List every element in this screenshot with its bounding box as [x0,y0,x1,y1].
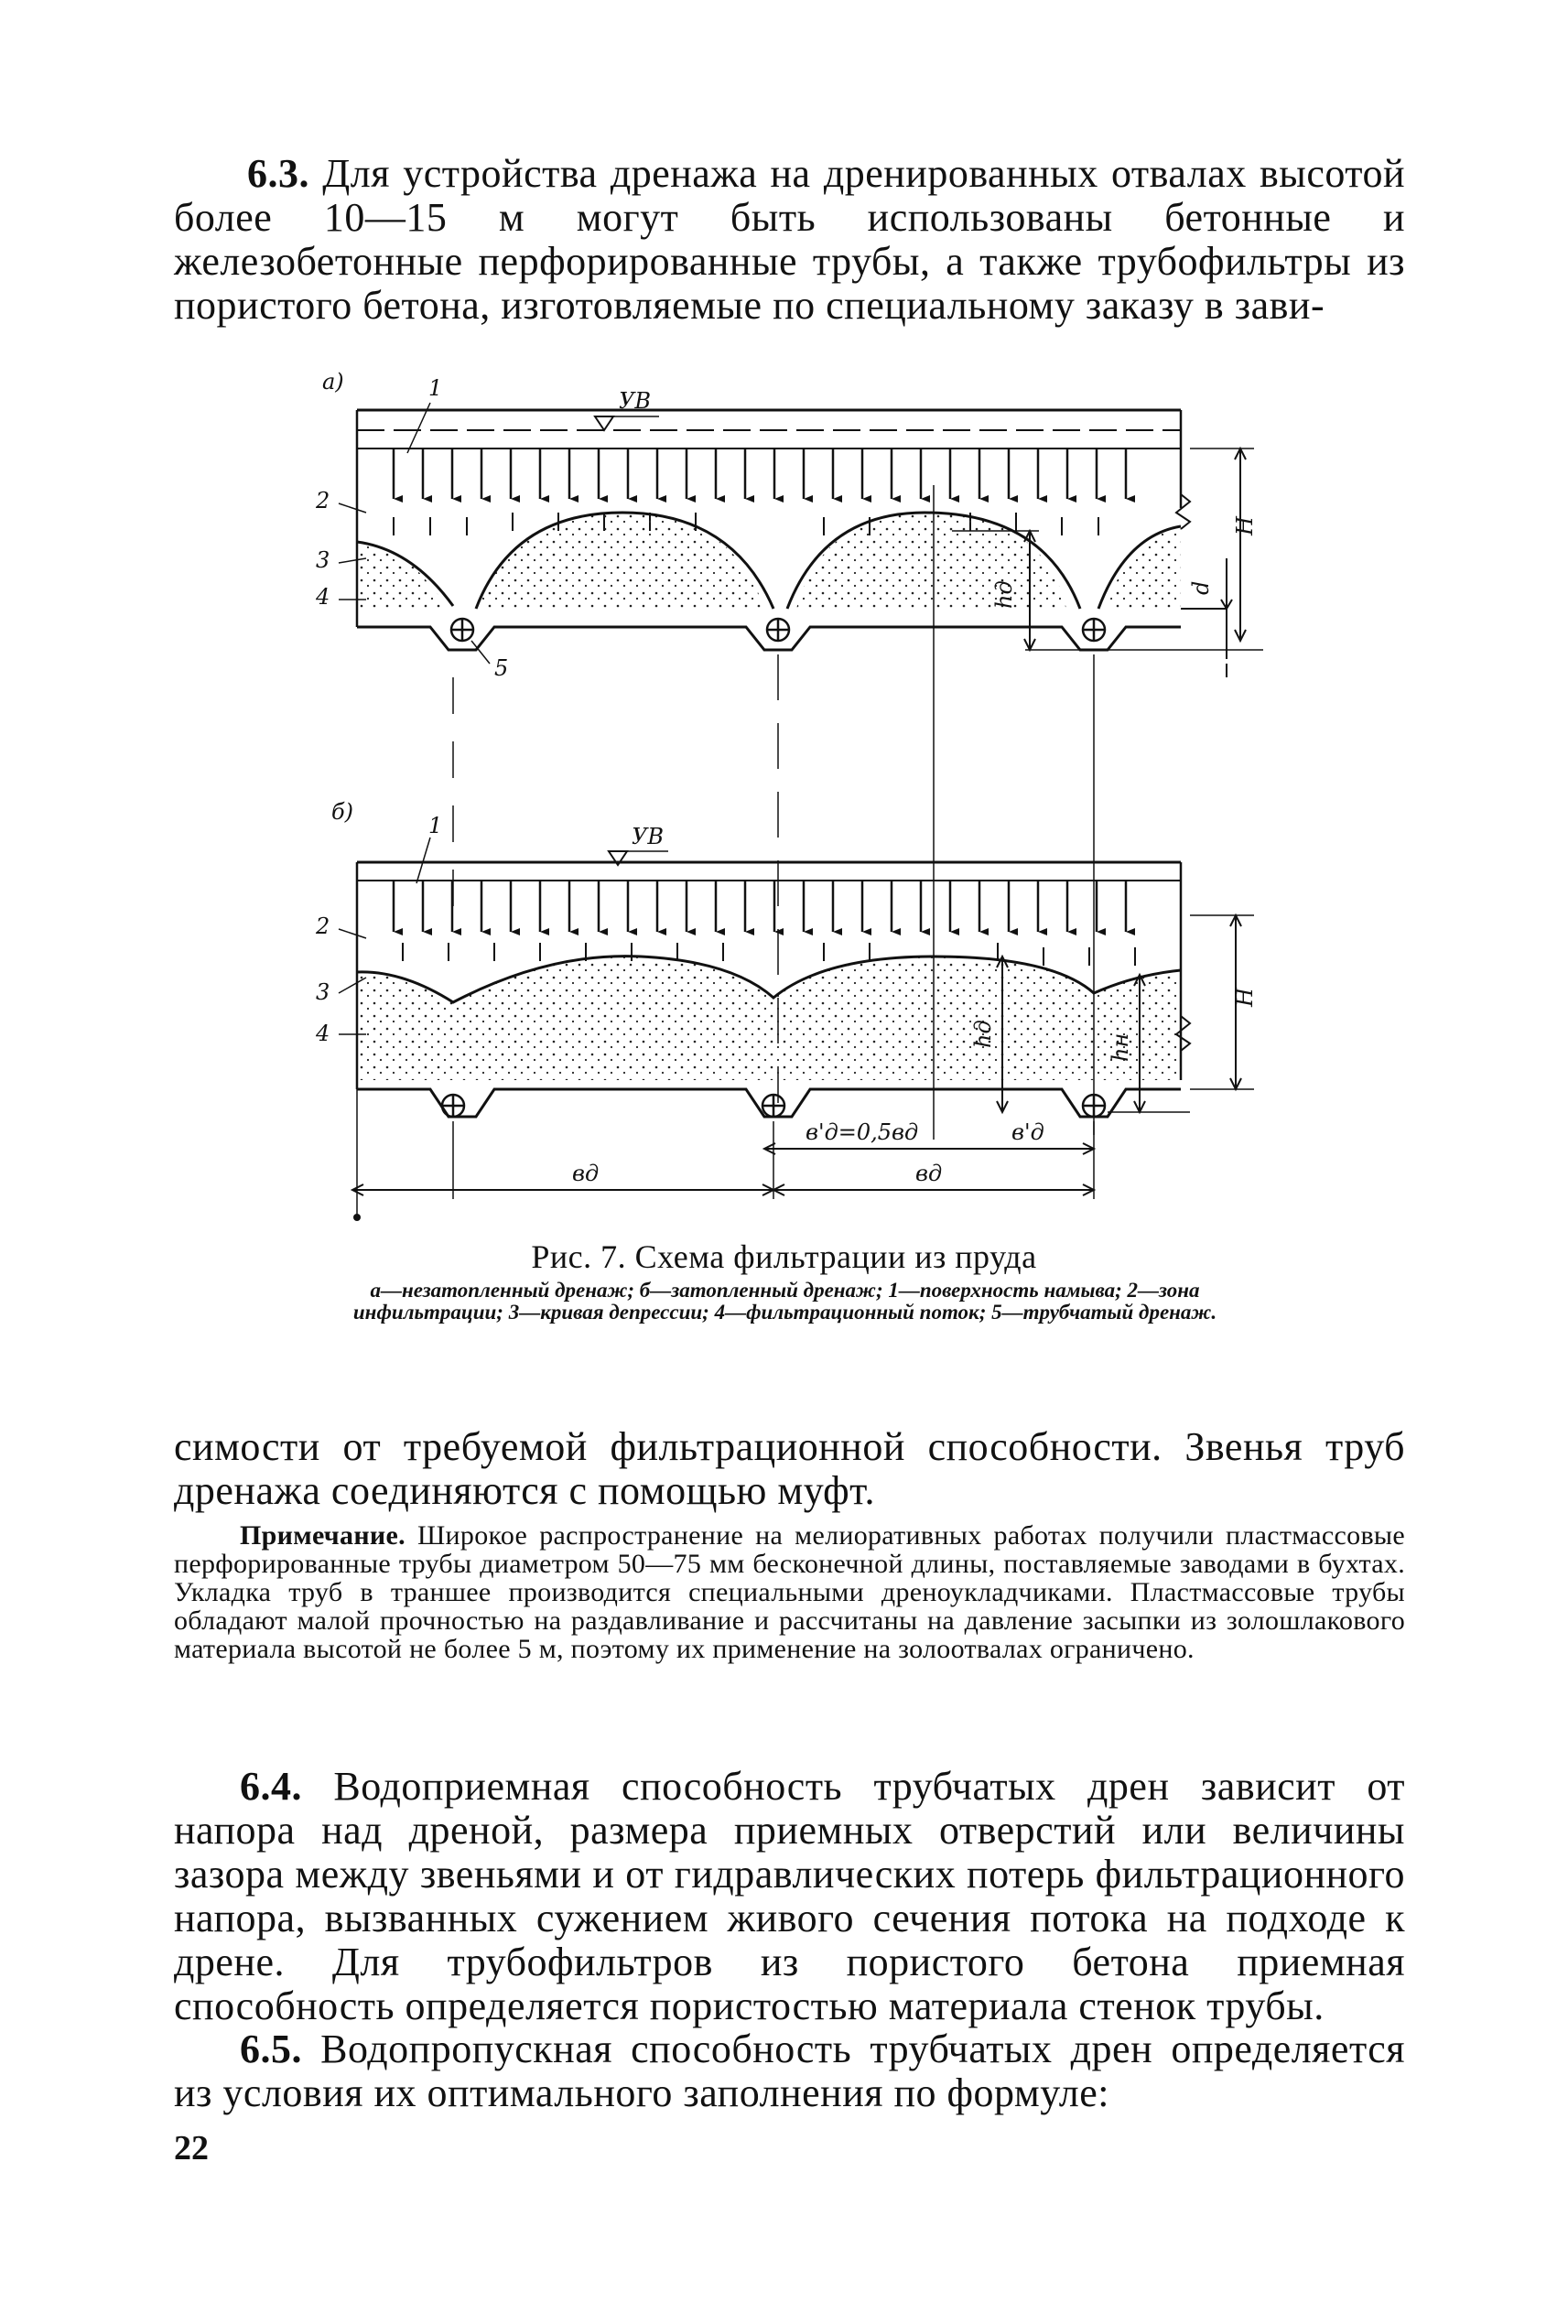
paragraph-text: Для устройства дренажа на дренированных отвалах высотой более 10—15 м могут быть использованы бетонные и железобетонные перфорированные трубы, а также трубофильтры из пористого бетона, изготовляемые по специальному заказу в зави- [174,151,1405,328]
callout-4-a: 4 [316,584,330,610]
callout-1-b: 1 [428,813,443,838]
infiltration-arrows-b [394,881,1126,932]
paragraph-text: Водопропускная способность трубчатых дрен определяется из условия их оптимального заполнения по формуле: [174,2027,1405,2115]
water-level-label-a: УВ [619,388,651,414]
paragraph-number: 6.4. [240,1764,302,1809]
figure-caption-title: Рис. 7. Схема фильтрации из пруда [531,1238,1037,1275]
paragraph-number: 6.5. [240,2027,302,2071]
filtration-mound-a-2 [476,513,764,609]
dim-hd-a: hд [991,580,1017,609]
panel-b-label: б) [331,799,354,825]
note-text: Широкое распространение на мелиоративных работах получили пластмассовые перфорированные трубы диаметром 50—75 мм бесконечной длины, поставляемые заводами в бухтах. Укладка труб в траншее производится специальными дреноукладчиками. Пластмассовые трубы обладают малой прочностью на раздавливание и рассчитаны на давление засыпки из золошлакового материала высотой не более 5 м, поэтому их применение на золоотвалах ограничено. [174,1520,1405,1664]
note-heading: Примечание. [240,1520,406,1551]
callout-2-b: 2 [316,913,330,939]
filtration-zone-b [357,957,1181,1080]
callout-2-a: 2 [316,488,330,513]
page-number: 22 [174,2129,209,2167]
dim-bd-half: в'д=0,5вд [806,1119,919,1145]
paragraph-continuation: симости от требуемой фильтрационной способности. Звенья труб дренажа соединяются с помощью муфт. [174,1424,1405,1513]
callout-4-b: 4 [316,1021,330,1046]
dim-H-a: H [1232,516,1258,535]
note-block [174,1521,1405,1663]
water-level-triangle-a [595,416,613,430]
water-level-label-b: УВ [632,824,664,849]
callout-1-a: 1 [428,375,443,401]
drain-pipes-a [451,619,1105,641]
dim-bd: вд [572,1161,600,1186]
dim-hd-b: hд [970,1020,996,1048]
dim-d-a: d [1188,580,1214,595]
infiltration-ticks-b [403,943,1135,966]
callout-3-a: 3 [316,547,330,573]
panel-a-label: а) [322,369,344,395]
base-line-b [357,1089,1181,1117]
dim-bd-2: вд [915,1161,943,1186]
callout-5-a: 5 [494,655,509,681]
dim-H-b: H [1232,988,1258,1007]
infiltration-arrows-a [394,449,1126,499]
filtration-mound-a-3 [796,513,1066,609]
callout-3-b: 3 [316,979,330,1005]
paragraph-6-5 [174,2027,1405,2115]
filtration-mound-a-1 [357,542,449,609]
paragraph-text: Водоприемная способность трубчатых дрен зависит от напора над дреной, размера приемных отверстий или величины зазора между звеньями и от гидравлических потерь фильтрационного напора, вызванных сужением живого сечения потока на подходе к дрене. Для трубофильтров из пористого бетона приемная способность определяется пористостью материала стенок трубы. [174,1764,1405,2028]
paragraph-number: 6.3. [247,151,309,196]
dim-bd-prime: в'д [1011,1119,1044,1145]
dim-hn-b: hн [1108,1032,1133,1062]
paragraph-6-4 [174,1765,1405,2028]
figure-caption-text: а—незатопленный дренаж; б—затопленный дренаж; 1—поверхность намыва; 2—зона инфильтрации; 3—кривая депрессии; 4—фильтрационный поток; 5—трубчатый дренаж. [352,1279,1217,1324]
